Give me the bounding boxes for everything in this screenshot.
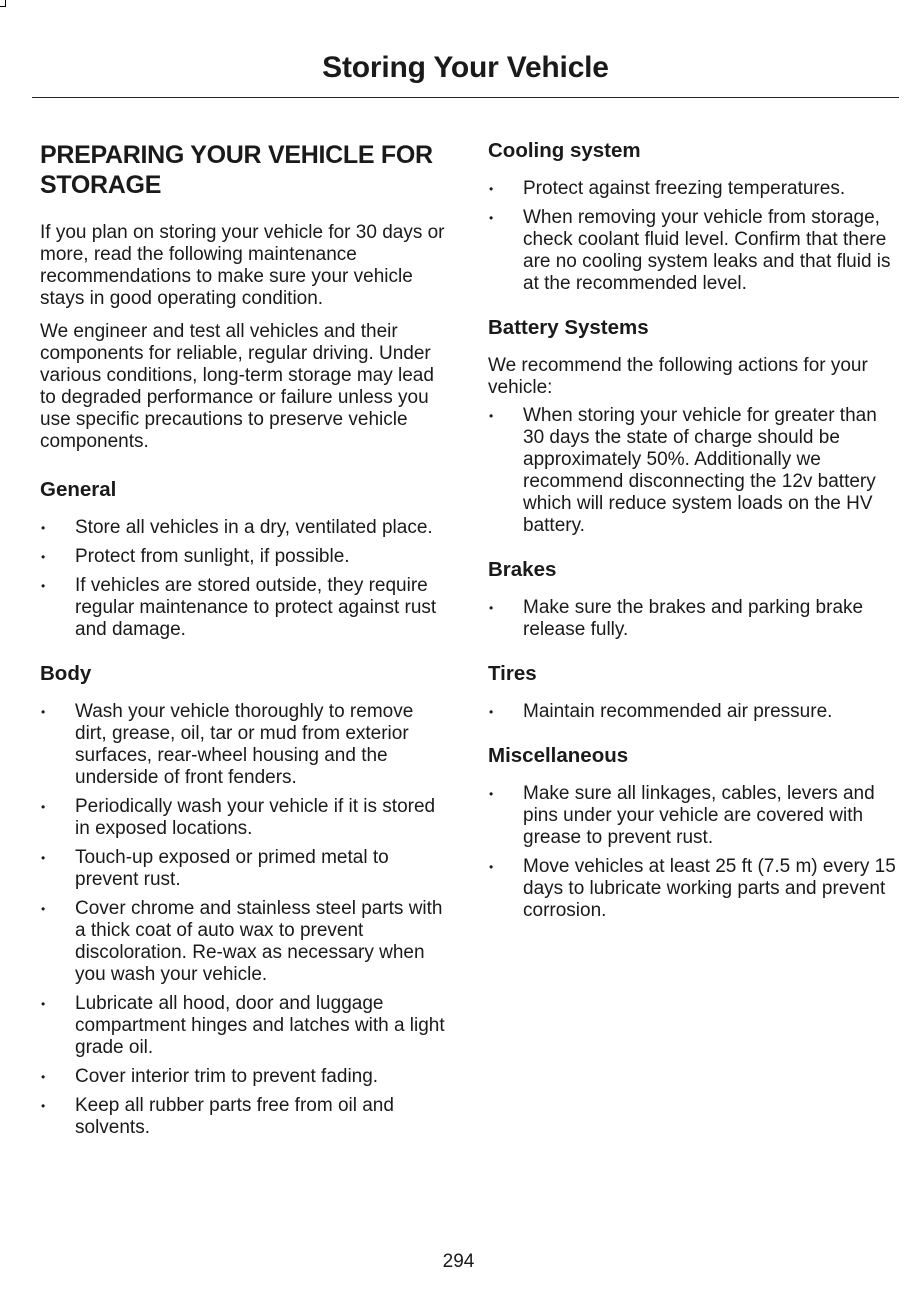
list-item-text: Make sure all linkages, cables, levers and pins under your vehicle are covered with grease to prevent rust. [523,783,875,848]
list-item [40,1066,450,1088]
body-heading: Body [40,662,92,685]
crop-mark [0,0,6,7]
bullet-dot: • [41,997,46,1011]
misc-heading: Miscellaneous [488,744,629,767]
bullet-dot: • [41,902,46,916]
list-item [40,701,450,789]
bullet-dot: • [489,705,494,719]
page-header [32,48,899,98]
bullet-dot: • [41,1070,46,1084]
list-item [40,847,450,891]
battery-intro: We recommend the following actions for your vehicle: [488,355,868,398]
section-title: PREPARING YOUR VEHICLE FOR STORAGE [40,141,433,199]
cooling-heading: Cooling system [488,139,641,162]
list-item-text: Cover chrome and stainless steel parts with a thick coat of auto wax to prevent discoloration. Re-wax as necessary when you wash your vehicle. [75,898,443,985]
list-item-text: Protect against freezing temperatures. [523,178,846,199]
list-item [40,575,450,641]
list-item-text: Touch-up exposed or primed metal to prevent rust. [75,847,389,890]
list-item-text: Maintain recommended air pressure. [523,701,833,722]
tires-heading: Tires [488,662,537,685]
bullet-dot: • [41,579,46,593]
intro-paragraph: If you plan on storing your vehicle for 30 days or more, read the following maintenance recommendations to make sure your vehicle stays in good operating condition. [40,222,445,309]
list-item [40,993,450,1059]
general-heading: General [40,478,117,501]
list-item-text: Store all vehicles in a dry, ventilated place. [75,517,433,538]
brakes-heading: Brakes [488,558,557,581]
precautions-paragraph: We engineer and test all vehicles and their components for reliable, regular driving. Under various conditions, long-term storage may lead to degraded performance or failure unless you use specific precautions to preserve vehicle components. [40,321,434,452]
list-item-text: When storing your vehicle for greater than 30 days the state of charge should be approximately 50%. Additionally we recommend disconnecting the 12v battery which will reduce system loads on the HV battery. [523,405,877,536]
bullet-dot: • [41,521,46,535]
bullet-dot: • [489,860,494,874]
bullet-dot: • [41,1099,46,1113]
list-item-text: Wash your vehicle thoroughly to remove dirt, grease, oil, tar or mud from exterior surfaces, rear-wheel housing and the underside of front fenders. [75,701,414,788]
list-item-text: Cover interior trim to prevent fading. [75,1066,379,1087]
bullet-dot: • [41,800,46,814]
bullet-dot: • [489,211,494,225]
bullet-dot: • [489,601,494,615]
list-item [488,178,898,200]
bullet-dot: • [489,409,494,423]
battery-list [488,405,898,537]
list-item [488,405,898,537]
battery-heading: Battery Systems [488,316,649,339]
tires-list [488,701,898,723]
list-item-text: Keep all rubber parts free from oil and solvents. [75,1095,394,1138]
general-list [40,517,450,641]
list-item-text: Make sure the brakes and parking brake release fully. [523,597,864,640]
list-item-text: Lubricate all hood, door and luggage compartment hinges and latches with a light grade oil. [75,993,445,1058]
list-item-text: Periodically wash your vehicle if it is stored in exposed locations. [75,796,436,839]
list-item [40,796,450,840]
list-item-text: Protect from sunlight, if possible. [75,546,350,567]
page-title: Storing Your Vehicle [322,51,609,84]
list-item [488,783,898,849]
bullet-dot: • [41,550,46,564]
list-item [40,517,450,539]
body-list [40,701,450,1139]
bullet-dot: • [41,851,46,865]
list-item-text: When removing your vehicle from storage, check coolant fluid level. Confirm that there are no cooling system leaks and that fluid is at the recommended level. [523,207,891,294]
right-column [488,138,898,942]
left-column [40,138,450,1159]
brakes-list [488,597,898,641]
list-item [488,597,898,641]
list-item [40,1095,450,1139]
page-number: 294 [442,1251,475,1272]
cooling-list [488,178,898,295]
list-item [40,898,450,986]
list-item [40,546,450,568]
list-item [488,701,898,723]
misc-list [488,783,898,922]
list-item-text: If vehicles are stored outside, they require regular maintenance to protect against rust and damage. [75,575,437,640]
bullet-dot: • [41,705,46,719]
list-item-text: Move vehicles at least 25 ft (7.5 m) every 15 days to lubricate working parts and prevent corrosion. [523,856,896,921]
list-item [488,207,898,295]
bullet-dot: • [489,182,494,196]
bullet-dot: • [489,787,494,801]
list-item [488,856,898,922]
